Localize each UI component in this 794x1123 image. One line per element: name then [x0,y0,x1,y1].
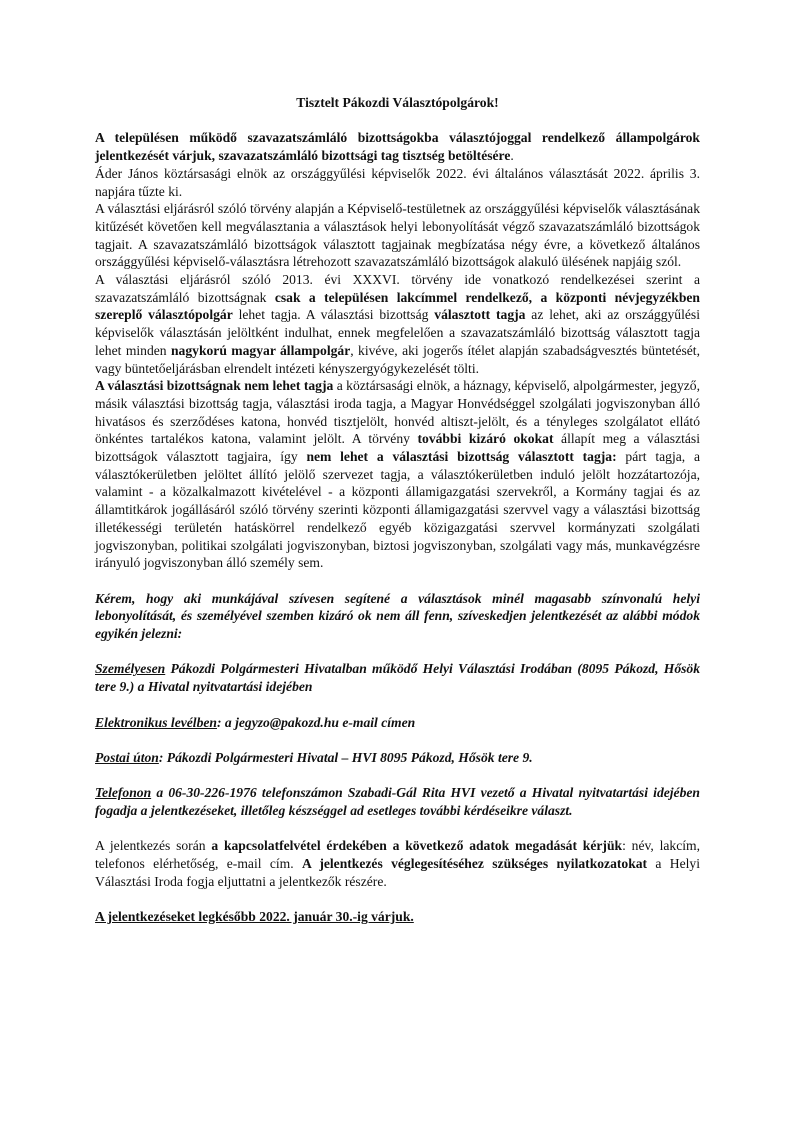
request-paragraph: Kérem, hogy aki munkájával szívesen segítené a választások minél magasabb színvonalú helyi lebonyolítását, és személyével szemben kizáró ok nem áll fenn, szíveskedjen jelentkezését az alábbi módok egyikén jelezni: [95,590,700,642]
spacer [95,572,700,590]
method-in-person: Személyesen Pákozdi Polgármesteri Hivatalban működő Helyi Választási Irodában (8095 Pákozd, Hősök tere 9.) a Hivatal nyitvatartási idejében [95,661,701,695]
deadline-paragraph [95,908,700,926]
intro-bold: A településen működő szavazatszámláló bizottságokba választójoggal rendelkező állampolgárok jelentkezését várjuk, szavazatszámláló bizottsági tag tisztség betöltésére [95,130,700,164]
deadline-text: A jelentkezéseket legkésőbb 2022. január 30.-ig várjuk. [95,909,414,925]
document-page [95,94,700,926]
intro-paragraph: A településen működő szavazatszámláló bizottságokba választójoggal rendelkező állampolgárok jelentkezését várjuk, szavazatszámláló bizottsági tag tisztség betöltésére. [95,130,700,164]
required-data-paragraph: A jelentkezés során a kapcsolatfelvétel érdekében a következő adatok megadását kérjük: név, lakcím, telefonos elérhetőség, e-mail cím. A jelentkezés véglegesítéséhez szükséges nyilatkozatokat a Helyi Választási Iroda fogja eljuttatni a jelentkezők részére. [95,838,700,889]
spacer [95,731,700,749]
email-address-text[interactable]: a jegyzo@pakozd.hu e-mail címen [224,714,416,730]
legal-basis-paragraph: A választási eljárásról szóló törvény alapján a Képviselő-testületnek az országgyűlési képviselők választásának kitűzését követően kell megválasztania a választások helyi lebonyolítását végző szavazatszámláló bizottságok tagjait. A szavazatszámláló bizottságok választott tagjainak megbízatása négy évre, a következő általános országgyűlési képviselő-választásra létrehozott szavazatszámláló bizottságok alakuló ülésének napjáig szól. [95,201,700,270]
spacer [95,891,700,909]
spacer [95,696,700,714]
method-email: Elektronikus levélben: a jegyzo@pakozd.hu e-mail címen [95,714,416,730]
document-title: Tisztelt Pákozdi Választópolgárok! [296,95,499,110]
eligibility-paragraph: A választási eljárásról szóló 2013. évi XXXVI. törvény ide vonatkozó rendelkezései szerint a szavazatszámláló bizottságnak csak a településen lakcímmel rendelkező, a központi névjegyzékben szereplő választópolgár lehet tagja. A választási bizottság választott tagja az lehet, aki az országgyűlési képviselők választásán jelöltként indulhat, ennek megfelelően a szavazatszámláló bizottság választott tagja lehet minden nagykorú magyar állampolgár, kivéve, aki jogerős ítélet alapján szabadságvesztés büntetését, vagy büntetőeljárásban elrendelt intézeti kényszergyógykezelését tölti. [95,272,700,376]
exclusions-paragraph: A választási bizottságnak nem lehet tagja a köztársasági elnök, a háznagy, képviselő, alpolgármester, jegyző, másik választási bizottság tagja, választási iroda tagja, a Magyar Honvédséggel szolgálati jogviszonyban álló hivatásos és szerződéses katona, honvéd tisztjelölt, honvéd altiszt-jelölt, és a tényleges szolgálatot ellátó önkéntes tartalékos katona, valamint jelölt. A törvény további kizáró okokat állapít meg a választási bizottságok választott tagjaira, így nem lehet a választási bizottság választott tagja: párt tagja, a választókerületben jelöltet állító jelölő szervezet tagja, a választókerületben induló jelölt hozzátartozója, valamint - a közalkalmazott kivételével - a központi államigazgatási szervekről, a Kormány tagjai és az államtitkárok jogállásáról szóló törvény szerinti központi államigazgatási szervvel vagy a választási bizottság illetékességi területén hatáskörrel rendelkező egyéb közigazgatási szervvel kormányzati szolgálati jogviszonyban, politikai szolgálati jogviszonyban, biztosi jogviszonyban, szolgálati vagy más, munkavégzésre irányuló jogviszonyban álló személy sem. [95,378,700,571]
spacer [95,767,700,785]
election-date-paragraph: Áder János köztársasági elnök az országgyűlési képviselők 2022. évi általános választását 2022. április 3. napjára tűzte ki. [95,165,700,199]
method-post: Postai úton: Pákozdi Polgármesteri Hivatal – HVI 8095 Pákozd, Hősök tere 9. [95,749,533,765]
spacer [95,643,700,661]
method-phone: Telefonon a 06-30-226-1976 telefonszámon Szabadi-Gál Rita HVI vezető a Hivatal nyitvatartási idejében fogadja a jelentkezéseket, illetőleg készséggel ad esetleges további kérdéseikre választ. [95,785,700,819]
spacer [95,820,700,838]
